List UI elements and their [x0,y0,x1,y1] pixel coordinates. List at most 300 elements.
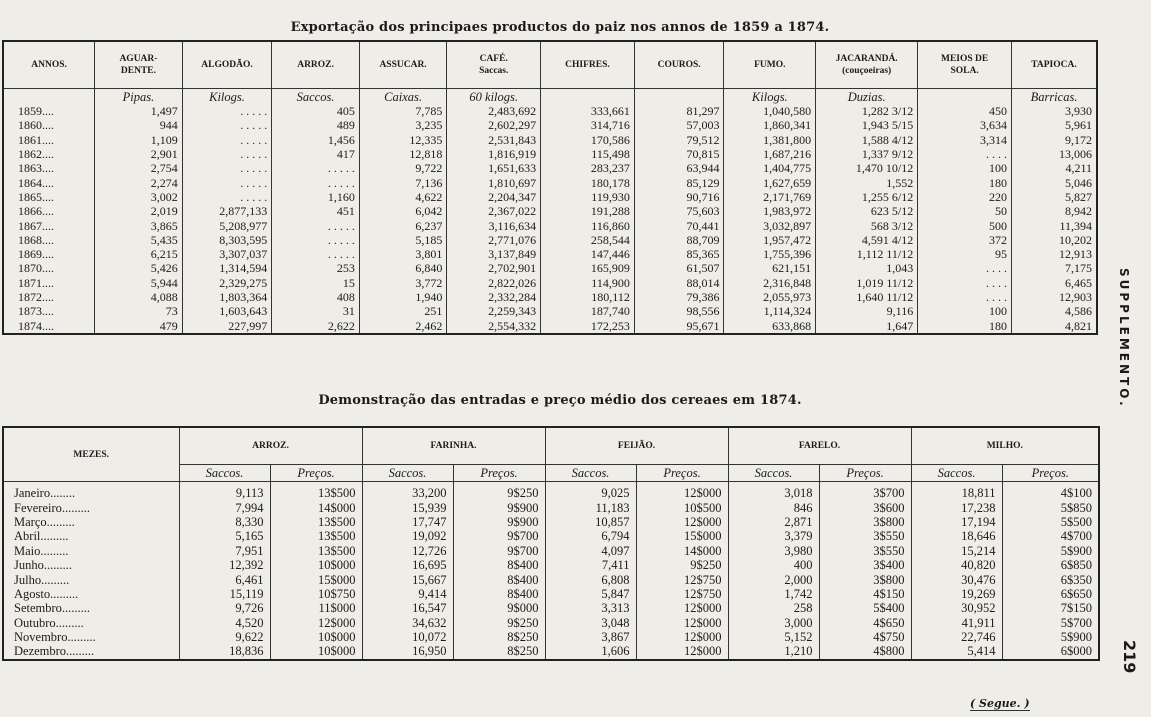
cereals-value-cell: 15$000 [636,529,728,543]
cereals-value-cell: 16,695 [362,558,453,572]
exports-table-title: Exportação dos principaes productos do paiz nos annos de 1859 a 1874. [290,20,830,35]
cereals-value-cell: 14$000 [636,544,728,558]
cereals-value-cell: 19,092 [362,529,453,543]
exports-value-cell: 479 [95,318,183,333]
exports-value-cell: 180,178 [541,175,635,189]
cereals-value-cell: 12$750 [636,572,728,586]
cereals-value-cell: 3$400 [819,558,911,572]
exports-value-cell: 1,497 [95,104,183,118]
exports-value-cell: 633,868 [724,318,816,333]
cereals-value-cell: 9$250 [453,482,545,501]
exports-value-cell: 79,512 [634,133,724,147]
cereals-value-cell: 7,951 [179,544,270,558]
exports-value-cell: 2,171,769 [724,190,816,204]
exports-col-header-aguardente: AGUAR- DENTE. [95,41,183,89]
cereals-sub-header: Preços. [819,465,911,482]
exports-value-cell: 1,588 4/12 [816,133,918,147]
exports-value-cell: 88,709 [634,233,724,247]
exports-row [3,261,1097,275]
exports-row [3,190,1097,204]
exports-value-cell: 405 [272,104,360,118]
cereals-month-cell: Abril......... [3,529,179,543]
exports-value-cell: . . . . . [182,190,272,204]
exports-value-cell: 50 [918,204,1012,218]
cereals-group-header: MILHO. [911,427,1099,465]
cereals-value-cell: 12$000 [636,601,728,615]
cereals-value-cell: 12,726 [362,544,453,558]
exports-col-header-annos: ANNOS. [3,41,95,89]
cereals-value-cell: 2,871 [728,515,819,529]
exports-value-cell: 1,112 11/12 [816,247,918,261]
exports-value-cell: 10,202 [1012,233,1098,247]
cereals-value-cell: 3,313 [545,601,636,615]
cereals-value-cell: 6,794 [545,529,636,543]
exports-value-cell: 2,531,843 [447,133,541,147]
cereals-value-cell: 258 [728,601,819,615]
exports-unit-cell: Kilogs. [724,89,816,105]
exports-value-cell: 15 [272,276,360,290]
exports-value-cell: . . . . . [182,133,272,147]
exports-row [3,233,1097,247]
cereals-value-cell: 9$000 [453,601,545,615]
exports-value-cell: 180 [918,175,1012,189]
exports-value-cell: 11,394 [1012,218,1098,232]
exports-value-cell: . . . . . [182,175,272,189]
exports-value-cell: 1,647 [816,318,918,333]
cereals-value-cell: 9$700 [453,544,545,558]
exports-value-cell: 227,997 [182,318,272,333]
exports-value-cell: 85,129 [634,175,724,189]
exports-value-cell: 6,215 [95,247,183,261]
exports-value-cell: 13,006 [1012,147,1098,161]
cereals-sub-header: Preços. [1002,465,1099,482]
exports-col-header-assucar: ASSUCAR. [359,41,447,89]
exports-value-cell: 621,151 [724,261,816,275]
cereals-value-cell: 3$800 [819,572,911,586]
cereals-value-cell: 3,980 [728,544,819,558]
cereals-value-cell: 40,820 [911,558,1002,572]
exports-value-cell: 5,185 [359,233,447,247]
exports-value-cell: 12,913 [1012,247,1098,261]
exports-value-cell: 1,470 10/12 [816,161,918,175]
exports-value-cell: . . . . . [182,104,272,118]
exports-value-cell: 2,754 [95,161,183,175]
exports-value-cell: 1,983,972 [724,204,816,218]
exports-value-cell: 1,114,324 [724,304,816,318]
exports-year-cell: 1868.... [3,233,95,247]
exports-value-cell: 4,591 4/12 [816,233,918,247]
cereals-value-cell: 12$000 [636,515,728,529]
exports-col-header-meios_de_sola: MEIOS DE SOLA. [918,41,1012,89]
exports-value-cell: 5,827 [1012,190,1098,204]
exports-value-cell: . . . . . [272,218,360,232]
cereals-value-cell: 18,646 [911,529,1002,543]
cereals-table [2,426,1100,661]
supplement-side-label: SUPPLEMENTO. [1117,268,1131,409]
cereals-value-cell: 15,667 [362,572,453,586]
cereals-month-cell: Janeiro........ [3,482,179,501]
cereals-value-cell: 1,210 [728,644,819,659]
cereals-month-cell: Junho......... [3,558,179,572]
exports-value-cell: 100 [918,304,1012,318]
cereals-value-cell: 3$700 [819,482,911,501]
cereals-sub-header: Saccos. [545,465,636,482]
exports-unit-cell: Saccos. [272,89,360,105]
exports-value-cell: . . . . [918,276,1012,290]
exports-value-cell: 253 [272,261,360,275]
cereals-row [3,482,1099,501]
exports-value-cell: 623 5/12 [816,204,918,218]
exports-value-cell: 9,722 [359,161,447,175]
exports-value-cell: 5,961 [1012,118,1098,132]
cereals-value-cell: 17,238 [911,500,1002,514]
cereals-month-cell: Outubro......... [3,616,179,630]
exports-value-cell: 1,043 [816,261,918,275]
cereals-value-cell: 12$000 [636,616,728,630]
exports-year-cell: 1866.... [3,204,95,218]
exports-value-cell: 12,335 [359,133,447,147]
cereals-value-cell: 17,747 [362,515,453,529]
cereals-value-cell: 9$900 [453,500,545,514]
cereals-month-cell: Maio......... [3,544,179,558]
exports-value-cell: 1,943 5/15 [816,118,918,132]
cereals-row [3,544,1099,558]
cereals-value-cell: 9,025 [545,482,636,501]
cereals-value-cell: 12$000 [636,630,728,644]
cereals-value-cell: 30,952 [911,601,1002,615]
exports-value-cell: 3,235 [359,118,447,132]
exports-value-cell: 451 [272,204,360,218]
exports-value-cell: 6,465 [1012,276,1098,290]
exports-value-cell: 2,019 [95,204,183,218]
exports-col-header-jacaranda: JACARANDÁ. (couçoeiras) [816,41,918,89]
cereals-value-cell: 4$700 [1002,529,1099,543]
cereals-value-cell: 15,214 [911,544,1002,558]
exports-col-header-arroz: ARROZ. [272,41,360,89]
exports-value-cell: 79,386 [634,290,724,304]
continues-note: ( Segue. ) [970,697,1030,710]
exports-year-cell: 1860.... [3,118,95,132]
cereals-value-cell: 9,726 [179,601,270,615]
exports-value-cell: . . . . [918,261,1012,275]
exports-header-row [3,41,1097,89]
cereals-row [3,616,1099,630]
cereals-value-cell: 3,000 [728,616,819,630]
exports-value-cell: 70,815 [634,147,724,161]
cereals-value-cell: 9$900 [453,515,545,529]
cereals-row [3,644,1099,659]
cereals-group-header: ARROZ. [179,427,362,465]
exports-value-cell: 12,818 [359,147,447,161]
cereals-value-cell: 15$000 [270,572,362,586]
exports-year-cell: 1859.... [3,104,95,118]
cereals-value-cell: 3$800 [819,515,911,529]
exports-value-cell: 2,316,848 [724,276,816,290]
cereals-value-cell: 11,183 [545,500,636,514]
exports-col-header-couros: COUROS. [634,41,724,89]
exports-col-header-chifres: CHIFRES. [541,41,635,89]
cereals-month-cell: Setembro......... [3,601,179,615]
exports-value-cell: . . . . . [272,247,360,261]
exports-value-cell: 1,627,659 [724,175,816,189]
exports-row [3,276,1097,290]
exports-value-cell: . . . . [918,147,1012,161]
exports-value-cell: 2,483,692 [447,104,541,118]
cereals-sub-header: Preços. [270,465,362,482]
cereals-value-cell: 7,411 [545,558,636,572]
exports-value-cell: 500 [918,218,1012,232]
cereals-value-cell: 4,097 [545,544,636,558]
exports-value-cell: 408 [272,290,360,304]
exports-value-cell: 1,803,364 [182,290,272,304]
exports-value-cell: 3,314 [918,133,1012,147]
exports-unit-cell: Kilogs. [182,89,272,105]
cereals-value-cell: 8$400 [453,558,545,572]
cereals-value-cell: 3$600 [819,500,911,514]
cereals-value-cell: 3,048 [545,616,636,630]
exports-value-cell: 1,552 [816,175,918,189]
cereals-value-cell: 9$700 [453,529,545,543]
cereals-value-cell: 5$850 [1002,500,1099,514]
exports-value-cell: 119,930 [541,190,635,204]
cereals-value-cell: 8$250 [453,644,545,659]
exports-value-cell: 8,303,595 [182,233,272,247]
exports-value-cell: 220 [918,190,1012,204]
cereals-value-cell: 6$650 [1002,587,1099,601]
exports-value-cell: 1,603,643 [182,304,272,318]
exports-value-cell: 1,255 6/12 [816,190,918,204]
exports-value-cell: 2,204,347 [447,190,541,204]
exports-value-cell: 5,944 [95,276,183,290]
cereals-sub-header: Preços. [453,465,545,482]
exports-value-cell: 251 [359,304,447,318]
exports-year-cell: 1867.... [3,218,95,232]
exports-value-cell: 165,909 [541,261,635,275]
cereals-value-cell: 13$500 [270,515,362,529]
exports-value-cell: 6,042 [359,204,447,218]
cereals-value-cell: 4$750 [819,630,911,644]
cereals-value-cell: 12,392 [179,558,270,572]
cereals-month-cell: Agosto......... [3,587,179,601]
exports-value-cell: 147,446 [541,247,635,261]
exports-value-cell: 75,603 [634,204,724,218]
exports-row [3,304,1097,318]
exports-value-cell: 1,456 [272,133,360,147]
exports-value-cell: 9,116 [816,304,918,318]
exports-unit-cell: Barricas. [1012,89,1098,105]
cereals-header-row [3,427,1099,465]
exports-value-cell: 5,435 [95,233,183,247]
exports-value-cell: 1,640 11/12 [816,290,918,304]
exports-value-cell: 2,771,076 [447,233,541,247]
exports-value-cell: 1,019 11/12 [816,276,918,290]
cereals-value-cell: 4,520 [179,616,270,630]
cereals-value-cell: 11$000 [270,601,362,615]
cereals-value-cell: 3,379 [728,529,819,543]
cereals-value-cell: 12$000 [636,482,728,501]
exports-value-cell: 1,282 3/12 [816,104,918,118]
cereals-row [3,500,1099,514]
exports-value-cell: 1,404,775 [724,161,816,175]
cereals-value-cell: 1,606 [545,644,636,659]
cereals-row [3,558,1099,572]
exports-value-cell: 114,900 [541,276,635,290]
exports-value-cell: 1,860,341 [724,118,816,132]
exports-value-cell: 5,046 [1012,175,1098,189]
exports-col-header-tapioca: TAPIOCA. [1012,41,1098,89]
exports-value-cell: 4,211 [1012,161,1098,175]
exports-value-cell: 1,957,472 [724,233,816,247]
cereals-value-cell: 8$400 [453,572,545,586]
exports-value-cell: 3,930 [1012,104,1098,118]
cereals-value-cell: 2,000 [728,572,819,586]
exports-value-cell: 9,172 [1012,133,1098,147]
cereals-value-cell: 15,939 [362,500,453,514]
exports-value-cell: 180 [918,318,1012,333]
cereals-group-header: FARELO. [728,427,911,465]
cereals-value-cell: 13$500 [270,529,362,543]
exports-value-cell: 333,661 [541,104,635,118]
exports-value-cell: 95,671 [634,318,724,333]
cereals-value-cell: 6,461 [179,572,270,586]
cereals-value-cell: 5,152 [728,630,819,644]
exports-value-cell: . . . . [918,290,1012,304]
exports-body [3,89,1097,334]
exports-unit-cell [918,89,1012,105]
cereals-value-cell: 3,018 [728,482,819,501]
cereals-value-cell: 3$550 [819,544,911,558]
exports-value-cell: 3,634 [918,118,1012,132]
cereals-value-cell: 5$900 [1002,630,1099,644]
cereals-row [3,572,1099,586]
exports-value-cell: 8,942 [1012,204,1098,218]
cereals-value-cell: 19,269 [911,587,1002,601]
exports-value-cell: 90,716 [634,190,724,204]
cereals-value-cell: 4$650 [819,616,911,630]
cereals-sub-header: Saccos. [911,465,1002,482]
exports-value-cell: 314,716 [541,118,635,132]
exports-value-cell: 1,381,800 [724,133,816,147]
exports-value-cell: . . . . . [272,161,360,175]
exports-year-cell: 1872.... [3,290,95,304]
cereals-value-cell: 12$750 [636,587,728,601]
exports-year-cell: 1862.... [3,147,95,161]
cereals-value-cell: 5,847 [545,587,636,601]
cereals-value-cell: 18,811 [911,482,1002,501]
exports-value-cell: 1,940 [359,290,447,304]
cereals-value-cell: 5$400 [819,601,911,615]
exports-row [3,218,1097,232]
exports-value-cell: 6,840 [359,261,447,275]
exports-value-cell: 115,498 [541,147,635,161]
cereals-value-cell: 9$250 [636,558,728,572]
cereals-value-cell: 5$500 [1002,515,1099,529]
cereals-month-cell: Julho......... [3,572,179,586]
exports-value-cell: 568 3/12 [816,218,918,232]
exports-value-cell: 1,816,919 [447,147,541,161]
cereals-value-cell: 10$000 [270,558,362,572]
exports-value-cell: 944 [95,118,183,132]
exports-value-cell: 12,903 [1012,290,1098,304]
exports-row [3,104,1097,118]
exports-year-cell: 1861.... [3,133,95,147]
exports-value-cell: . . . . . [182,118,272,132]
exports-value-cell: 2,055,973 [724,290,816,304]
cereals-month-cell: Fevereiro......... [3,500,179,514]
exports-row [3,161,1097,175]
cereals-row [3,630,1099,644]
exports-col-header-algodao: ALGODÃO. [182,41,272,89]
exports-value-cell: 2,274 [95,175,183,189]
exports-value-cell: 7,175 [1012,261,1098,275]
exports-value-cell: 2,622 [272,318,360,333]
page-number: 219 [1120,640,1139,674]
exports-value-cell: . . . . . [272,233,360,247]
exports-value-cell: 95 [918,247,1012,261]
cereals-value-cell: 33,200 [362,482,453,501]
cereals-value-cell: 5,414 [911,644,1002,659]
cereals-value-cell: 5,165 [179,529,270,543]
cereals-value-cell: 10,857 [545,515,636,529]
exports-row [3,318,1097,333]
exports-col-header-cafe: CAFÉ. Saccas. [447,41,541,89]
exports-unit-cell [634,89,724,105]
exports-row [3,175,1097,189]
exports-row [3,290,1097,304]
exports-value-cell: 3,116,634 [447,218,541,232]
exports-value-cell: 1,160 [272,190,360,204]
exports-year-cell: 1871.... [3,276,95,290]
exports-value-cell: 3,801 [359,247,447,261]
cereals-value-cell: 8$400 [453,587,545,601]
exports-value-cell: 4,088 [95,290,183,304]
exports-row [3,118,1097,132]
cereals-value-cell: 6$350 [1002,572,1099,586]
cereals-value-cell: 12$000 [636,644,728,659]
cereals-value-cell: 7,994 [179,500,270,514]
exports-unit-cell: Pipas. [95,89,183,105]
exports-value-cell: 2,329,275 [182,276,272,290]
cereals-row [3,587,1099,601]
exports-value-cell: 100 [918,161,1012,175]
exports-value-cell: 2,901 [95,147,183,161]
exports-value-cell: 187,740 [541,304,635,318]
cereals-value-cell: 10$500 [636,500,728,514]
cereals-value-cell: 16,547 [362,601,453,615]
exports-value-cell: 3,772 [359,276,447,290]
cereals-value-cell: 400 [728,558,819,572]
exports-value-cell: 450 [918,104,1012,118]
cereals-row [3,601,1099,615]
cereals-group-header: FARINHA. [362,427,545,465]
exports-value-cell: 2,554,332 [447,318,541,333]
exports-value-cell: 7,136 [359,175,447,189]
cereals-sub-header: Preços. [636,465,728,482]
exports-value-cell: 57,003 [634,118,724,132]
exports-value-cell: 191,288 [541,204,635,218]
cereals-sub-header: Saccos. [179,465,270,482]
exports-value-cell: . . . . . [182,161,272,175]
cereals-value-cell: 5$700 [1002,616,1099,630]
exports-value-cell: 1,040,580 [724,104,816,118]
cereals-value-cell: 10,072 [362,630,453,644]
exports-year-cell: 1864.... [3,175,95,189]
exports-value-cell: 180,112 [541,290,635,304]
cereals-value-cell: 17,194 [911,515,1002,529]
exports-value-cell: 372 [918,233,1012,247]
exports-value-cell: 2,332,284 [447,290,541,304]
exports-value-cell: 4,586 [1012,304,1098,318]
